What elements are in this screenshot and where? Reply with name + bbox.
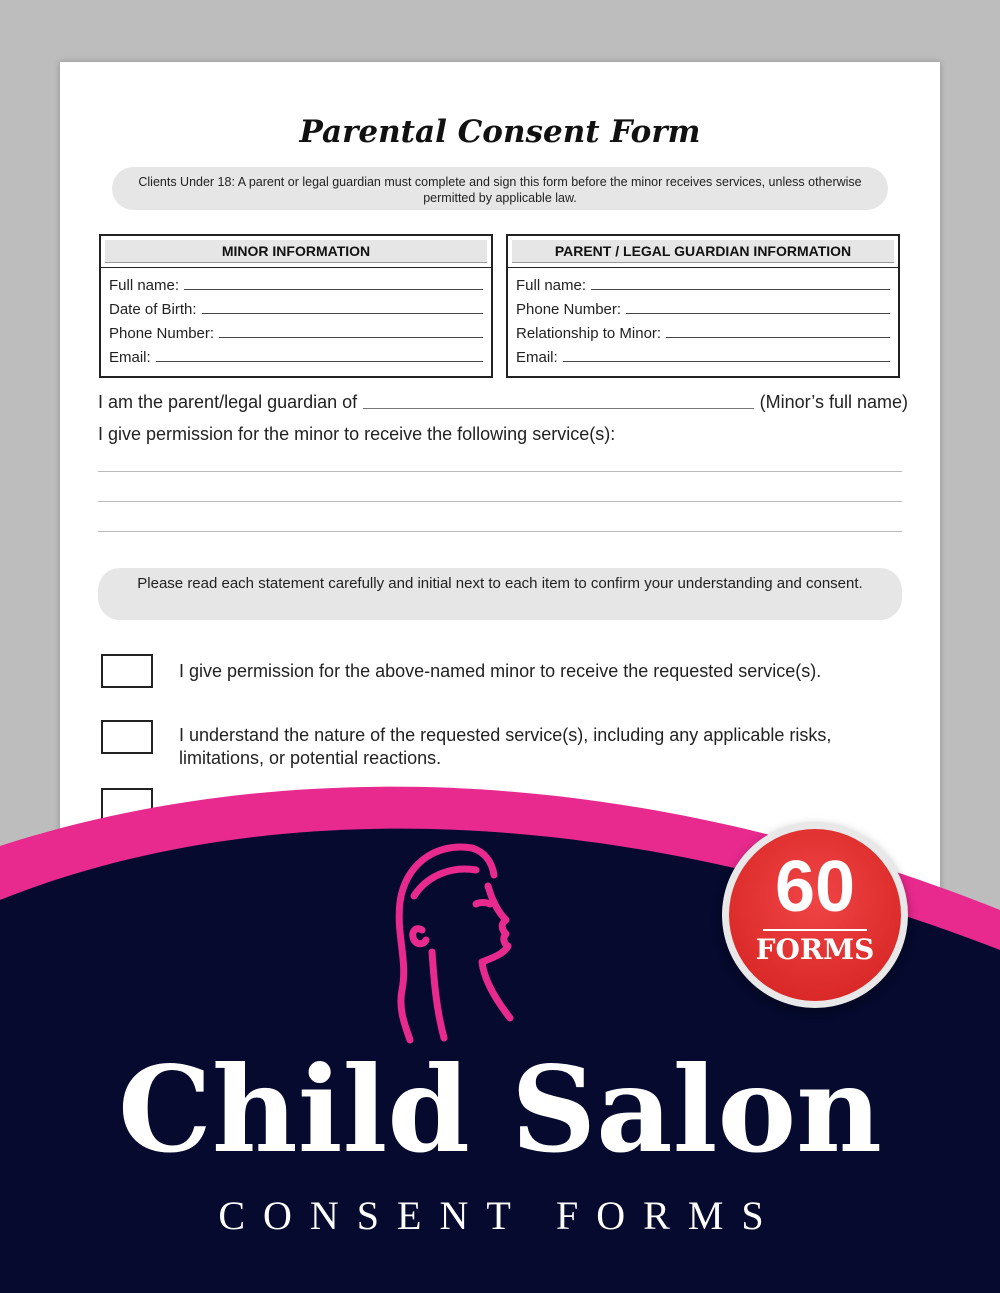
form-title: Parental Consent Form xyxy=(299,114,701,150)
parent-info-heading: PARENT / LEGAL GUARDIAN INFORMATION xyxy=(512,240,894,263)
minor-full-name-field[interactable]: Full name: xyxy=(109,270,483,294)
permission-line-text: I give permission for the minor to receive the following service(s): xyxy=(98,424,616,444)
forms-count-badge xyxy=(722,822,908,1008)
notice-banner: Clients Under 18: A parent or legal guardian must complete and sign this form before the minor receives services, unless otherwise permitted by applicable law. xyxy=(112,167,888,210)
instructions-banner: Please read each statement carefully and initial next to each item to confirm your understanding and consent. xyxy=(98,568,902,620)
minor-name-input-line[interactable] xyxy=(363,408,753,409)
badge-number: 60 xyxy=(774,847,856,927)
permission-line xyxy=(98,424,908,445)
cover-title: Child Salon xyxy=(118,1040,882,1179)
divider xyxy=(506,267,900,268)
services-line-1[interactable] xyxy=(98,471,902,472)
statement-row xyxy=(101,654,881,688)
minor-email-field[interactable]: Email: xyxy=(109,342,483,366)
badge-divider xyxy=(763,929,867,931)
guardian-statement xyxy=(98,392,908,413)
initial-box-1[interactable] xyxy=(101,654,153,688)
minor-info-box xyxy=(99,234,493,378)
minor-dob-field[interactable]: Date of Birth: xyxy=(109,294,483,318)
badge-label: FORMS xyxy=(755,933,875,966)
statement-text: I understand the nature of the requested service(s), including any applicable risks, limitations, or potential reactions. xyxy=(179,725,832,768)
parent-info-box xyxy=(506,234,900,378)
initial-box-2[interactable] xyxy=(101,720,153,754)
relationship-field[interactable]: Relationship to Minor: xyxy=(516,318,890,342)
divider xyxy=(99,267,493,268)
services-line-3[interactable] xyxy=(98,531,902,532)
statement-text: I give permission for the above-named minor to receive the requested service(s). xyxy=(179,661,822,681)
services-line-2[interactable] xyxy=(98,501,902,502)
guardian-statement-suffix: (Minor’s full name) xyxy=(759,392,908,412)
badge-inner xyxy=(729,829,901,1001)
guardian-statement-prefix: I am the parent/legal guardian of xyxy=(98,392,358,412)
parent-full-name-field[interactable]: Full name: xyxy=(516,270,890,294)
woman-profile-icon xyxy=(380,840,540,1050)
parent-email-field[interactable]: Email: xyxy=(516,342,890,366)
cover-subtitle: CONSENT FORMS xyxy=(218,1193,782,1238)
minor-info-heading: MINOR INFORMATION xyxy=(105,240,487,263)
minor-phone-field[interactable]: Phone Number: xyxy=(109,318,483,342)
parent-phone-field[interactable]: Phone Number: xyxy=(516,294,890,318)
